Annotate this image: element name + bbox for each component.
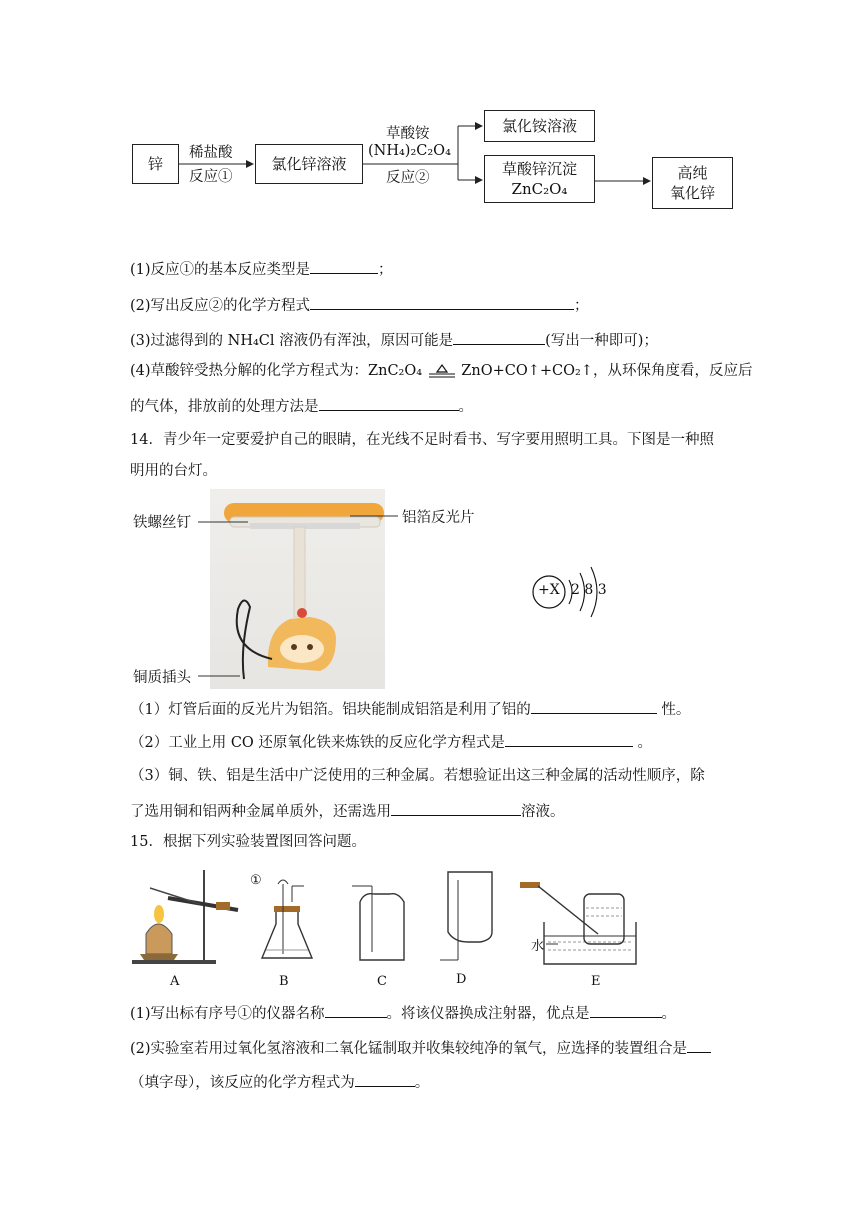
q13-part2: (2)写出反应②的化学方程式 ； [130,294,589,316]
answer-blank[interactable] [590,1002,662,1018]
atom-electron-shells: 2 8 3 [571,582,607,598]
box-zncl2: 氯化锌溶液 [255,144,363,184]
label-iron-screw: 铁螺丝钉 [133,515,191,531]
q15-part1: (1)写出标有序号①的仪器名称 。将该仪器换成注射器，优点是 。 [130,1002,676,1024]
atom-nucleus-label: +X [538,582,560,598]
label-oxalate-name: 草酸铵 [386,126,430,142]
q14-part3-cont: 了选用铜和铝两种金属单质外，还需选用 溶液。 [130,800,565,822]
box-zinc: 锌 [132,144,179,184]
mark-1: ① [250,873,262,888]
q13-part4: (4)草酸锌受热分解的化学方程式为：ZnC₂O₄ ZnO+CO↑+CO₂↑，从环保角度看，反应后 [130,363,753,379]
box-nh4cl: 氯化铵溶液 [484,110,595,142]
q14-stem: 14．青少年一定要爱护自己的眼睛，在光线不足时看书、写字要用照明工具。下图是一种照 [130,432,714,448]
apparatus-b [262,880,312,958]
q15-part2: (2)实验室若用过氧化氢溶液和二氧化锰制取并收集较纯净的氧气，应选择的装置组合是 [130,1037,711,1059]
apparatus-label-d: D [456,972,467,987]
apparatus-c [352,886,404,960]
apparatus-a [132,870,238,964]
q14-part2: （2）工业上用 CO 还原氧化铁来炼铁的反应化学方程式是 。 [130,731,652,753]
apparatus-d [440,872,492,960]
q15-stem: 15．根据下列实验装置图回答问题。 [130,834,366,850]
label-hcl: 稀盐酸 [189,145,233,161]
q14-part3: （3）铜、铁、铝是生活中广泛使用的三种金属。若想验证出这三种金属的活动性顺序，除 [130,768,705,784]
label-reaction-1: 反应① [189,169,233,185]
apparatus-label-e: E [591,974,601,989]
q15-part2-cont: （填字母），该反应的化学方程式为 。 [130,1071,429,1093]
answer-blank[interactable] [687,1037,711,1053]
label-reaction-2: 反应② [386,170,430,186]
answer-blank[interactable] [355,1071,415,1087]
q14-part1: （1）灯管后面的反光片为铝箔。铝块能制成铝箔是利用了铝的 性。 [130,698,690,720]
box-zno: 高纯 氧化锌 [652,157,733,209]
answer-blank[interactable] [391,800,521,816]
apparatus-label-a: A [170,974,180,989]
apparatus-label-c: C [377,974,387,989]
apparatus-label-b: B [279,974,289,989]
q13-part1: (1)反应①的基本反应类型是 ； [130,258,393,280]
answer-blank[interactable] [505,731,633,747]
answer-blank[interactable] [325,1002,387,1018]
q13-part3: (3)过滤得到的 NH₄Cl 溶液仍有浑浊，原因可能是 (写出一种即可)； [130,329,658,351]
q13-part4-cont: 的气体，排放前的处理方法是 。 [130,395,473,417]
label-copper-plug: 铜质插头 [133,670,191,686]
apparatus-drawings [128,862,728,972]
label-aluminum-foil: 铝箔反光片 [402,510,475,526]
answer-blank[interactable] [531,698,657,714]
box-znc2o4: 草酸锌沉淀 ZnC₂O₄ [484,155,595,203]
q14-stem-cont: 明用的台灯。 [130,463,217,479]
label-water: 水 [531,939,545,954]
label-oxalate-formula: (NH₄)₂C₂O₄ [368,143,451,159]
